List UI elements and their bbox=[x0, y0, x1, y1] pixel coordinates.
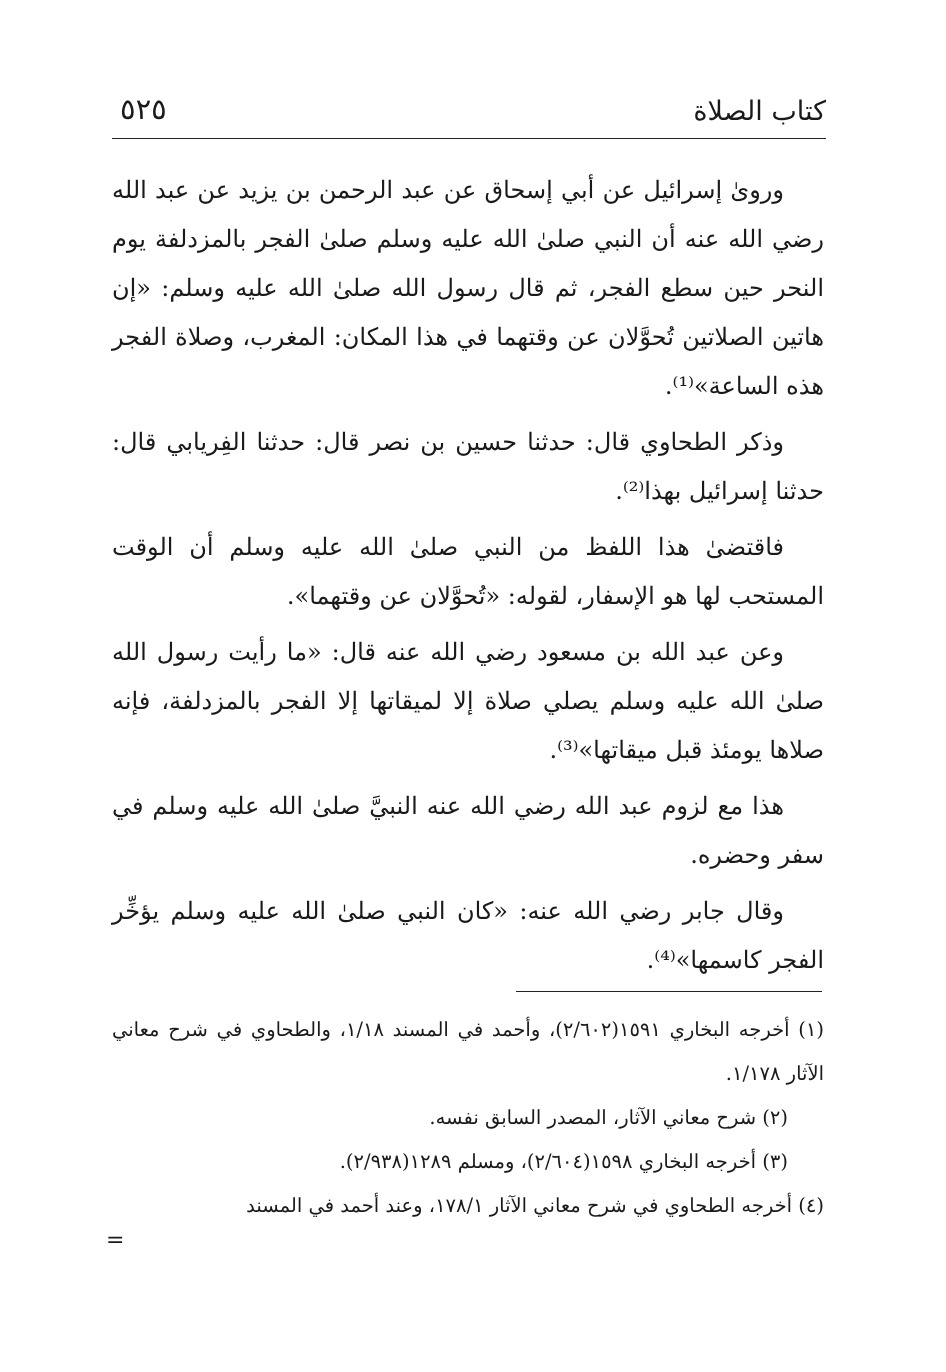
footnote-divider bbox=[516, 991, 822, 992]
footnotes bbox=[112, 1008, 824, 1228]
page-number: ٥٢٥ bbox=[120, 92, 167, 126]
page-header bbox=[112, 88, 826, 139]
continuation-mark: = bbox=[106, 1228, 125, 1253]
footnote: (٢) شرح معاني الآثار، المصدر السابق نفسه. bbox=[429, 1106, 788, 1129]
footnote: (٤) أخرجه الطحاوي في شرح معاني الآثار ١٧٨/١، وعند أحمد في المسند bbox=[246, 1194, 824, 1217]
paragraph: وعن عبد الله بن مسعود رضي الله عنه قال: «ما رأيت رسول الله صلىٰ الله عليه وسلم يصلي صلاة إلا لميقاتها إلا الفجر بالمزدلفة، فإنه صلاها يومئذ قبل ميقاتها»⁽³⁾. bbox=[112, 638, 824, 764]
footnote: (١) أخرجه البخاري ١٥٩١(٢/٦٠٢)، وأحمد في المسند ١/١٨، والطحاوي في شرح معاني الآثار ١/١٧٨. bbox=[112, 1018, 824, 1085]
paragraph: وقال جابر رضي الله عنه: «كان النبي صلىٰ الله عليه وسلم يؤخِّر الفجر كاسمها»⁽⁴⁾. bbox=[112, 897, 824, 974]
paragraph: ورویٰ إسرائيل عن أبي إسحاق عن عبد الرحمن بن يزيد عن عبد الله رضي الله عنه أن النبي صلىٰ الله عليه وسلم صلىٰ الفجر بالمزدلفة يوم النحر حين سطع الفجر، ثم قال رسول الله صلىٰ الله عليه وسلم: «إن هاتين الصلاتين تُحوَّلان عن وقتهما في هذا المكان: المغرب، وصلاة الفجر هذه الساعة»⁽¹⁾. bbox=[112, 176, 824, 400]
paragraph: هذا مع لزوم عبد الله رضي الله عنه النبيَّ صلىٰ الله عليه وسلم في سفر وحضره. bbox=[112, 792, 824, 869]
paragraph: فاقتضىٰ هذا اللفظ من النبي صلىٰ الله عليه وسلم أن الوقت المستحب لها هو الإسفار، لقوله: «تُحوَّلان عن وقتهما». bbox=[112, 533, 824, 610]
paragraph: وذكر الطحاوي قال: حدثنا حسين بن نصر قال: حدثنا الفِريابي قال: حدثنا إسرائيل بهذا⁽²⁾. bbox=[112, 428, 824, 505]
footnote: (٣) أخرجه البخاري ١٥٩٨(٢/٦٠٤)، ومسلم ١٢٨٩(٢/٩٣٨). bbox=[339, 1150, 788, 1173]
main-text bbox=[112, 166, 824, 992]
running-title: كتاب الصلاة bbox=[693, 96, 826, 127]
